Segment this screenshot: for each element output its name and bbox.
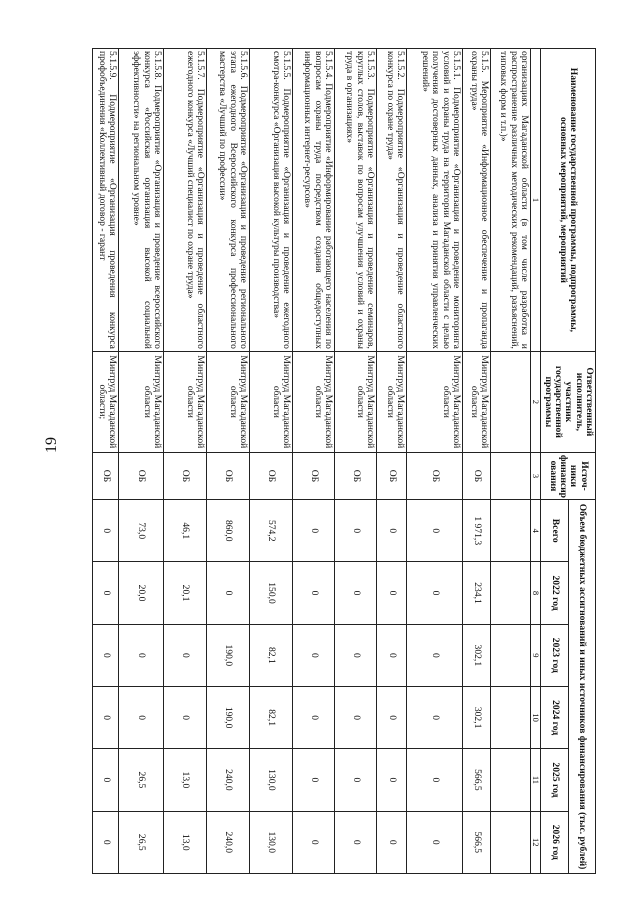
row-executor: Минтруд Магаданской области; xyxy=(93,351,119,452)
row-executor: Минтруд Магаданской области xyxy=(250,351,293,452)
row-value-2024: 0 xyxy=(293,686,335,748)
row-value-2022: 20,0 xyxy=(119,562,164,624)
row-total: 0 xyxy=(377,500,407,562)
column-number: 11 xyxy=(531,749,541,811)
table-row xyxy=(207,49,250,874)
row-value-2025: 240,0 xyxy=(207,749,250,811)
row-value-2025 xyxy=(491,749,531,811)
row-value-2022 xyxy=(491,562,531,624)
table-row xyxy=(491,49,531,874)
row-total: 574,2 xyxy=(250,500,293,562)
row-name: 5.1.5. Мероприятие «Информационное обеспечение и пропаганда охраны труда» xyxy=(463,49,491,352)
row-value-2026 xyxy=(491,811,531,873)
row-total: 73,0 xyxy=(119,500,164,562)
row-executor: Минтруд Магаданской области xyxy=(207,351,250,452)
row-value-2025: 26,5 xyxy=(119,749,164,811)
table-body xyxy=(93,49,531,874)
header-year-2022: 2022 год xyxy=(541,562,568,624)
table-row xyxy=(164,49,207,874)
row-value-2025: 0 xyxy=(407,749,463,811)
row-value-2026: 0 xyxy=(93,811,119,873)
row-source: ОБ xyxy=(293,452,335,499)
header-year-2026: 2026 год xyxy=(541,811,568,873)
row-value-2026: 26,5 xyxy=(119,811,164,873)
row-value-2023: 0 xyxy=(335,624,377,686)
row-source: ОБ xyxy=(463,452,491,499)
row-name: 5.1.5.2. Подмероприятие «Организация и проведение областного конкурса по охране труда» xyxy=(377,49,407,352)
row-value-2023: 190,0 xyxy=(207,624,250,686)
row-value-2024: 190,0 xyxy=(207,686,250,748)
header-total: Всего xyxy=(541,500,568,562)
row-value-2024: 0 xyxy=(119,686,164,748)
row-value-2025: 130,0 xyxy=(250,749,293,811)
row-value-2026: 566,5 xyxy=(463,811,491,873)
row-value-2023: 0 xyxy=(164,624,207,686)
row-executor: Минтруд Магаданской области xyxy=(164,351,207,452)
table-row xyxy=(119,49,164,874)
row-value-2024: 0 xyxy=(93,686,119,748)
row-total: 0 xyxy=(335,500,377,562)
row-name: 5.1.5.6. Подмероприятие «Организация и проведение регионального этапа ежегодного Всероссийского конкурса профессионального мастерства «Лучший по профессии» xyxy=(207,49,250,352)
table-row xyxy=(407,49,463,874)
column-number: 3 xyxy=(531,452,541,499)
row-value-2024: 0 xyxy=(164,686,207,748)
column-number: 2 xyxy=(531,351,541,452)
row-value-2024 xyxy=(491,686,531,748)
row-value-2022: 0 xyxy=(377,562,407,624)
row-value-2023: 302,1 xyxy=(463,624,491,686)
row-name: 5.1.5.1. Подмероприятие «Организация и проведение мониторинга условий и охраны труда на территории Магаданской области с целью получения достоверных данных, анализа и принятия управленческих решений» xyxy=(407,49,463,352)
column-number: 10 xyxy=(531,686,541,748)
row-value-2023 xyxy=(491,624,531,686)
budget-table xyxy=(92,48,596,874)
header-year-2023: 2023 год xyxy=(541,624,568,686)
row-value-2026: 130,0 xyxy=(250,811,293,873)
header-executor: Ответственный исполнитель, участник государственной программы xyxy=(541,351,596,452)
row-source xyxy=(491,452,531,499)
row-value-2025: 0 xyxy=(377,749,407,811)
column-number: 1 xyxy=(531,49,541,352)
row-value-2025: 0 xyxy=(293,749,335,811)
row-total: 0 xyxy=(407,500,463,562)
row-value-2026: 0 xyxy=(293,811,335,873)
row-executor xyxy=(491,351,531,452)
row-source: ОБ xyxy=(93,452,119,499)
column-number: 9 xyxy=(531,624,541,686)
row-value-2026: 0 xyxy=(407,811,463,873)
row-value-2022: 150,0 xyxy=(250,562,293,624)
row-value-2022: 0 xyxy=(93,562,119,624)
row-value-2026: 240,0 xyxy=(207,811,250,873)
row-executor: Минтруд Магаданской области xyxy=(407,351,463,452)
table-row xyxy=(377,49,407,874)
row-value-2024: 0 xyxy=(335,686,377,748)
row-value-2026: 0 xyxy=(377,811,407,873)
row-value-2024: 302,1 xyxy=(463,686,491,748)
row-value-2023: 82,1 xyxy=(250,624,293,686)
row-source: ОБ xyxy=(250,452,293,499)
row-value-2026: 0 xyxy=(335,811,377,873)
row-total: 0 xyxy=(293,500,335,562)
row-source: ОБ xyxy=(377,452,407,499)
row-value-2025: 0 xyxy=(93,749,119,811)
header-source: Источ-ники финансир ования xyxy=(541,452,596,499)
table-row xyxy=(463,49,491,874)
row-total: 0 xyxy=(93,500,119,562)
row-value-2025: 0 xyxy=(335,749,377,811)
column-number: 12 xyxy=(531,811,541,873)
row-name: 5.1.5.4. Подмероприятие «Информирование работающего населения по вопросам охраны труда посредством создания общедоступных информационных интернет-ресурсов» xyxy=(293,49,335,352)
row-total: 860,0 xyxy=(207,500,250,562)
row-value-2025: 566,5 xyxy=(463,749,491,811)
row-value-2022: 0 xyxy=(335,562,377,624)
row-value-2022: 20,1 xyxy=(164,562,207,624)
table-row xyxy=(250,49,293,874)
page-number: 19 xyxy=(43,437,60,453)
row-name: 5.1.5.8. Подмероприятие «Организация и проведение всероссийского конкурса «Российская организация высокой социальной эффективности» на региональном уровне» xyxy=(119,49,164,352)
row-value-2023: 0 xyxy=(93,624,119,686)
row-total xyxy=(491,500,531,562)
row-executor: Минтруд Магаданской области xyxy=(119,351,164,452)
row-value-2022: 0 xyxy=(407,562,463,624)
row-value-2022: 234,1 xyxy=(463,562,491,624)
row-value-2023: 0 xyxy=(377,624,407,686)
row-executor: Минтруд Магаданской области xyxy=(293,351,335,452)
row-source: ОБ xyxy=(164,452,207,499)
row-source: ОБ xyxy=(207,452,250,499)
row-value-2023: 0 xyxy=(407,624,463,686)
row-value-2022: 0 xyxy=(293,562,335,624)
row-total: 1 971,3 xyxy=(463,500,491,562)
header-year-2024: 2024 год xyxy=(541,686,568,748)
row-source: ОБ xyxy=(335,452,377,499)
row-name: 5.1.5.3. Подмероприятие «Организация и проведение семинаров, круглых столов, выставок по вопросам улучшения условий и охраны труда в организациях» xyxy=(335,49,377,352)
row-total: 46,1 xyxy=(164,500,207,562)
table-row xyxy=(93,49,119,874)
row-name: 5.1.5.9. Подмероприятие «Организация проведения конкурса профобъединения «Коллективный договор - гарант xyxy=(93,49,119,352)
table-row xyxy=(293,49,335,874)
row-value-2024: 0 xyxy=(407,686,463,748)
row-source: ОБ xyxy=(119,452,164,499)
row-value-2024: 82,1 xyxy=(250,686,293,748)
row-name: организациях Магаданской области (в том числе разработка и распространение различных методических рекомендаций, разъяснений, типовых форм и т.п.)» xyxy=(491,49,531,352)
row-value-2022: 0 xyxy=(207,562,250,624)
table-row xyxy=(335,49,377,874)
header-volume: Объем бюджетных ассигнований и иных источников финансирования (тыс. рублей) xyxy=(568,500,595,874)
row-executor: Минтруд Магаданской области xyxy=(463,351,491,452)
row-value-2024: 0 xyxy=(377,686,407,748)
row-name: 5.1.5.7. Подмероприятие «Организация и проведение областного ежегодного конкурса «Лучший специалист по охране труда» xyxy=(164,49,207,352)
row-executor: Минтруд Магаданской области xyxy=(335,351,377,452)
column-number: 4 xyxy=(531,500,541,562)
column-number: 8 xyxy=(531,562,541,624)
row-source: ОБ xyxy=(407,452,463,499)
rotated-page-content xyxy=(82,48,596,874)
row-executor: Минтруд Магаданской области xyxy=(377,351,407,452)
row-name: 5.1.5.5. Подмероприятие «Организация и проведение ежегодного смотра-конкурса «Организация высокой культуры производства» xyxy=(250,49,293,352)
header-year-2025: 2025 год xyxy=(541,749,568,811)
row-value-2023: 0 xyxy=(119,624,164,686)
header-name: Наименование государственной программы, подпрограммы, основных мероприятий, мероприятий xyxy=(541,49,596,352)
row-value-2026: 13,0 xyxy=(164,811,207,873)
row-value-2023: 0 xyxy=(293,624,335,686)
row-value-2025: 13,0 xyxy=(164,749,207,811)
